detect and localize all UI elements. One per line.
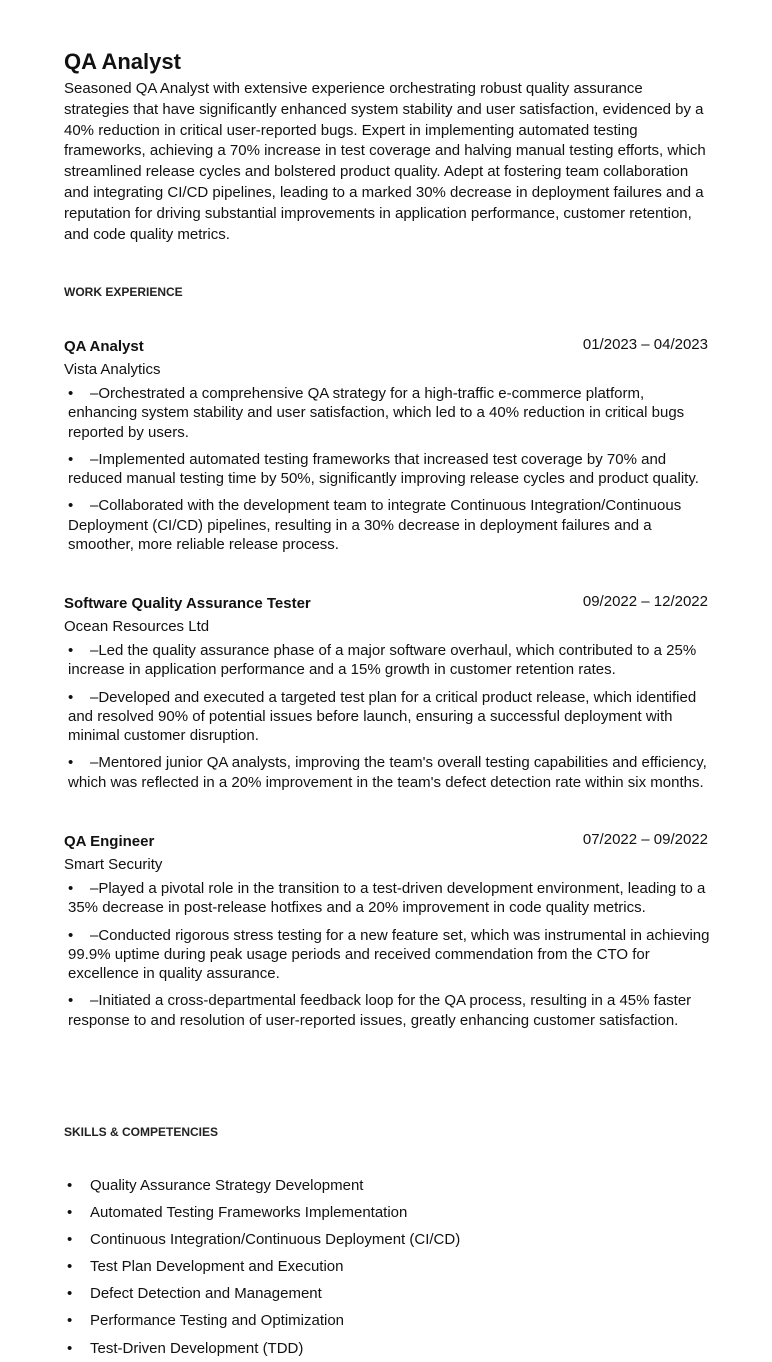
job-entry bbox=[64, 337, 710, 562]
bullet-marker: • bbox=[67, 1339, 73, 1357]
skills-heading: SKILLS & COMPETENCIES bbox=[64, 1125, 219, 1139]
job-bullet: • –Collaborated with the development team to integrate Continuous Integration/Continuous Deployment (CI/CD) pipelines, resulting in a 30% decrease in deployment failures and a smoother, more reliable release process. bbox=[68, 497, 682, 554]
skill-item: • Test Plan Development and Execution bbox=[64, 1253, 460, 1280]
professional-summary: Seasoned QA Analyst with extensive experience orchestrating robust quality assurance strategies that have significantly enhanced system stability and user satisfaction, evidenced by a 40% reduction in critical user-reported bugs. Expert in implementing automated testing frameworks, achieving a 70% increase in test coverage and halving manual testing efforts, which streamlined release cycles and bolstered product quality. Adept at fostering team collaboration and integrating CI/CD pipelines, leading to a marked 30% decrease in deployment failures and a reputation for driving substantial improvements in application performance, customer retention, and code quality metrics. bbox=[64, 80, 706, 243]
job-bullets bbox=[64, 879, 710, 1030]
bullet-marker: • bbox=[68, 450, 74, 468]
skills-list bbox=[64, 1172, 460, 1362]
job-bullet: • –Initiated a cross-departmental feedback loop for the QA process, resulting in a 45% faster response to and resolution of user-reported issues, greatly enhancing customer satisfaction. bbox=[68, 992, 692, 1029]
job-bullet: • –Developed and executed a targeted test plan for a critical product release, which identified and resolved 90% of potential issues before launch, ensuring a successful deployment with minimal customer disruption. bbox=[68, 688, 697, 745]
bullet-marker: • bbox=[68, 497, 74, 515]
bullet-marker: • bbox=[67, 1312, 73, 1330]
job-title: QA Analyst bbox=[64, 338, 144, 355]
bullet-marker: • bbox=[67, 1285, 73, 1303]
bullet-marker: • bbox=[67, 1231, 73, 1249]
job-bullet: • –Played a pivotal role in the transition to a test-driven development environment, leading to a 35% decrease in post-release hotfixes and a 20% improvement in code quality metrics. bbox=[68, 880, 706, 917]
resume-title: QA Analyst bbox=[64, 49, 181, 74]
skill-item: • Continuous Integration/Continuous Deployment (CI/CD) bbox=[64, 1226, 460, 1253]
bullet-marker: • bbox=[68, 385, 74, 402]
job-bullet: • –Orchestrated a comprehensive QA strategy for a high-traffic e-commerce platform, enhancing system stability and user satisfaction, which led to a 40% reduction in critical bugs reported by users. bbox=[68, 385, 685, 441]
job-dates: 09/2022 – 12/2022 bbox=[582, 593, 708, 610]
job-company: Smart Security bbox=[64, 856, 163, 873]
job-title: Software Quality Assurance Tester bbox=[64, 595, 311, 612]
job-dates: 07/2022 – 09/2022 bbox=[582, 831, 708, 848]
job-bullet: • –Led the quality assurance phase of a major software overhaul, which contributed to a 25% increase in application performance and a 15% growth in customer retention rates. bbox=[68, 642, 697, 679]
job-bullets bbox=[64, 384, 710, 554]
bullet-marker: • bbox=[67, 1258, 73, 1276]
bullet-marker: • bbox=[68, 688, 74, 706]
job-title: QA Engineer bbox=[64, 833, 155, 850]
skill-item: • Automated Testing Frameworks Implementation bbox=[64, 1199, 460, 1226]
job-bullets bbox=[64, 641, 710, 792]
job-dates: 01/2023 – 04/2023 bbox=[582, 336, 708, 353]
bullet-marker: • bbox=[68, 880, 74, 897]
job-entry bbox=[64, 832, 710, 1038]
job-entry bbox=[64, 594, 710, 800]
work-experience-heading: WORK EXPERIENCE bbox=[64, 285, 183, 299]
bullet-marker: • bbox=[67, 1177, 73, 1194]
job-bullet: • –Implemented automated testing frameworks that increased test coverage by 70% and reduced manual testing time by 50%, significantly improving release cycles and product quality. bbox=[68, 450, 699, 488]
job-bullet: • –Conducted rigorous stress testing for a new feature set, which was instrumental in achieving 99.9% uptime during peak usage periods and received commendation from the CTO for excellence in quality assurance. bbox=[68, 926, 710, 983]
skill-item: • Performance Testing and Optimization bbox=[64, 1307, 460, 1334]
skill-item: • Test-Driven Development (TDD) bbox=[64, 1335, 460, 1362]
bullet-marker: • bbox=[68, 926, 74, 944]
bullet-marker: • bbox=[68, 642, 74, 659]
skill-item: • Quality Assurance Strategy Development bbox=[64, 1172, 460, 1199]
bullet-marker: • bbox=[68, 992, 74, 1010]
job-company: Ocean Resources Ltd bbox=[64, 618, 210, 635]
skill-item: • Defect Detection and Management bbox=[64, 1280, 460, 1307]
job-bullet: • –Mentored junior QA analysts, improving the team's overall testing capabilities and efficiency, which was reflected in a 20% improvement in the team's defect detection rate within six months. bbox=[68, 754, 707, 791]
job-company: Vista Analytics bbox=[64, 361, 161, 378]
bullet-marker: • bbox=[67, 1204, 73, 1222]
bullet-marker: • bbox=[68, 754, 74, 772]
